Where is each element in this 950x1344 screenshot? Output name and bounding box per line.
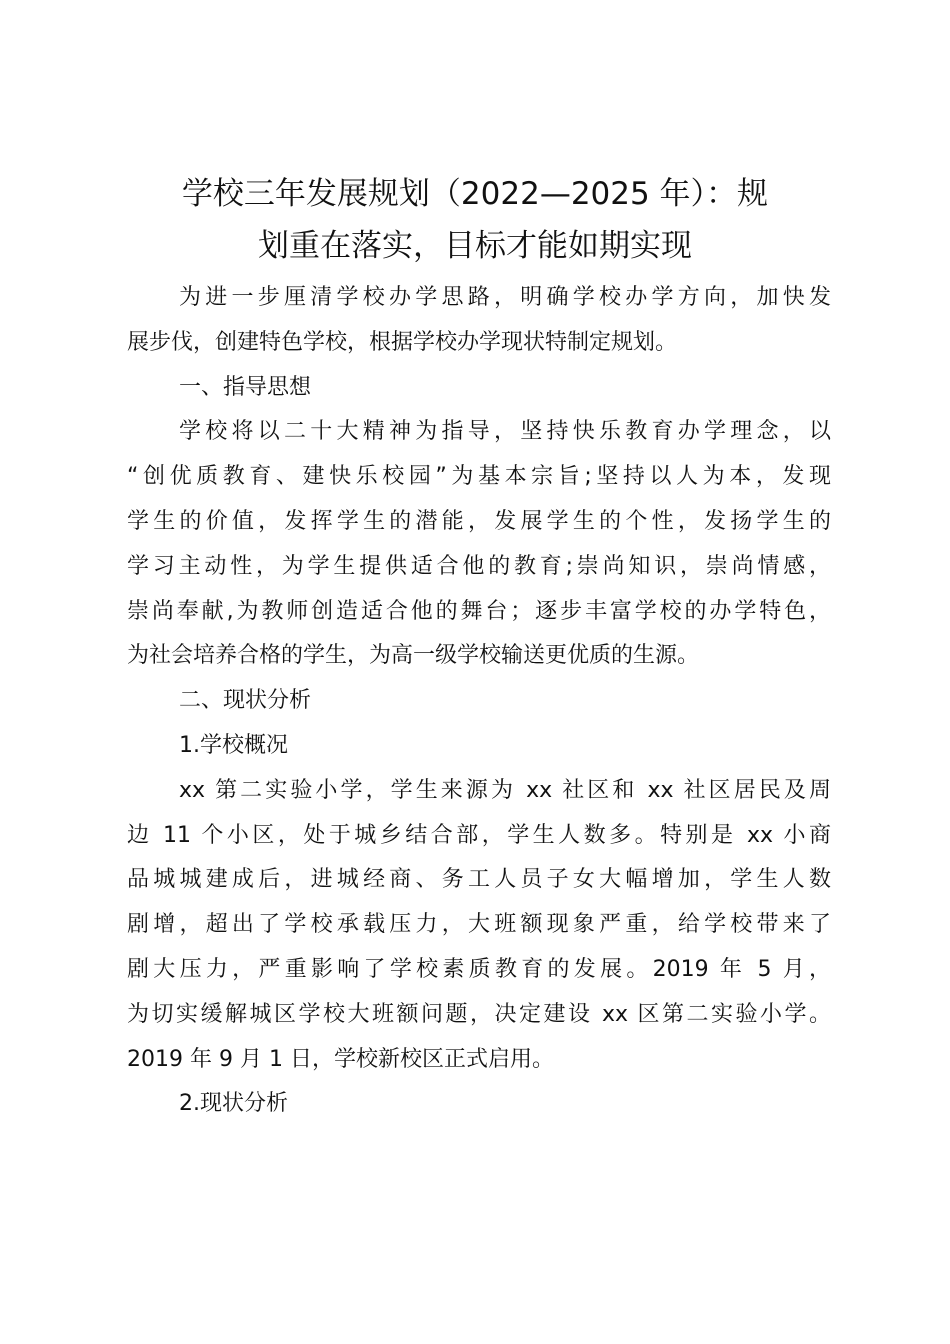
subsection-heading-status-analysis: 2.现状分析 — [179, 1091, 288, 1117]
section-heading-guiding-ideology: 一、指导思想 — [179, 374, 312, 400]
paragraph-line-intro-2: 展步伐，创建特色学校，根据学校办学现状特制定规划。 — [127, 329, 678, 355]
paragraph-line-overview-2: 边 11 个小区，处于城乡结合部，学生人数多。特别是 xx 小商 — [127, 822, 831, 848]
subsection-heading-school-overview: 1.学校概况 — [179, 732, 288, 758]
paragraph-line-guiding-2: “创优质教育、建快乐校园”为基本宗旨;坚持以人为本，发现 — [127, 464, 831, 490]
section-heading-status-analysis: 二、现状分析 — [179, 688, 312, 714]
paragraph-line-overview-1: xx 第二实验小学，学生来源为 xx 社区和 xx 社区居民及周 — [179, 777, 831, 803]
title-line-1: 学校三年发展规划（2022—2025 年）：规 — [181, 176, 769, 212]
paragraph-line-guiding-3: 学生的价值，发挥学生的潜能，发展学生的个性，发扬学生的 — [127, 508, 831, 534]
paragraph-line-guiding-4: 学习主动性，为学生提供适合他的教育;崇尚知识，崇尚情感， — [127, 553, 831, 579]
paragraph-line-overview-4: 剧增，超出了学校承载压力，大班额现象严重，给学校带来了 — [127, 912, 831, 938]
paragraph-line-overview-5: 剧大压力，严重影响了学校素质教育的发展。2019 年 5 月， — [127, 956, 831, 982]
title-line-2: 划重在落实，目标才能如期实现 — [258, 228, 692, 264]
paragraph-line-guiding-5: 崇尚奉献,为教师创造适合他的舞台；逐步丰富学校的办学特色， — [127, 598, 831, 624]
document-title — [120, 168, 830, 272]
paragraph-line-intro-1: 为进一步厘清学校办学思路，明确学校办学方向，加快发 — [179, 285, 831, 310]
paragraph-line-overview-3: 品城城建成后，进城经商、务工人员子女大幅增加，学生人数 — [127, 867, 831, 893]
document-body — [127, 276, 831, 1127]
paragraph-line-overview-7: 2019 年 9 月 1 日，学校新校区正式启用。 — [127, 1046, 554, 1072]
paragraph-line-guiding-1: 学校将以二十大精神为指导，坚持快乐教育办学理念，以 — [179, 419, 831, 445]
paragraph-line-guiding-6: 为社会培养合格的学生，为高一级学校输送更优质的生源。 — [127, 643, 700, 669]
paragraph-line-overview-6: 为切实缓解城区学校大班额问题，决定建设 xx 区第二实验小学。 — [127, 1001, 831, 1027]
